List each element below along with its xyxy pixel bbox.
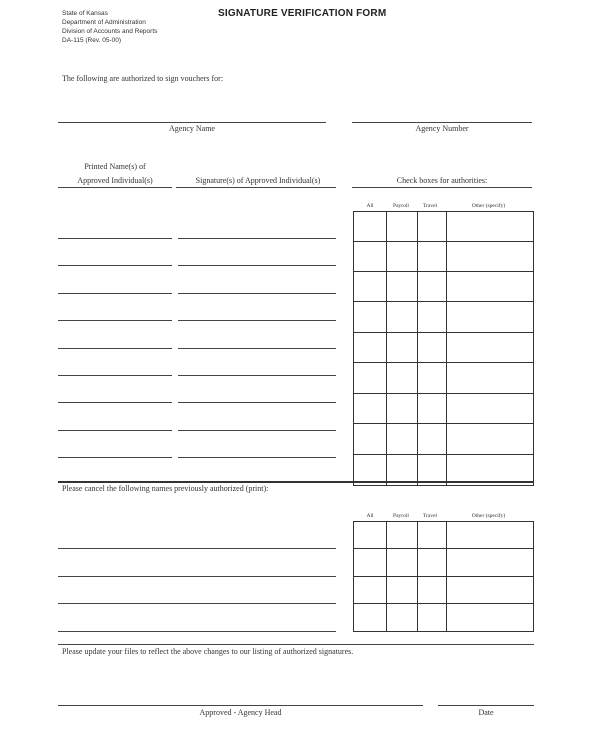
signature-line[interactable] [178,320,336,321]
auth-header-payroll: Payroll [393,203,409,209]
checkbox-other[interactable] [447,577,534,604]
printed-name-line[interactable] [58,293,172,294]
checkbox-travel[interactable] [418,241,447,271]
auth-header-other: Other (specify) [471,513,506,519]
checkbox-travel[interactable] [418,522,447,549]
date-label: Date [478,708,494,717]
checkbox-all[interactable] [354,549,387,577]
checkbox-payroll[interactable] [387,301,418,332]
printed-name-line[interactable] [58,320,172,321]
checkbox-all[interactable] [354,393,387,423]
header-division: Division of Accounts and Reports [62,28,158,35]
auth-header-all: All [366,513,374,519]
checkbox-travel[interactable] [418,393,447,423]
checkbox-travel[interactable] [418,301,447,332]
checkbox-travel[interactable] [418,362,447,393]
authority-checkbox-grid [353,211,534,486]
checkbox-other[interactable] [447,362,534,393]
form-title: SIGNATURE VERIFICATION FORM [218,8,387,19]
printed-name-line[interactable] [58,430,172,431]
agency-number-line[interactable] [352,122,532,123]
checkbox-travel[interactable] [418,604,447,632]
checkbox-all[interactable] [354,301,387,332]
checkbox-payroll[interactable] [387,393,418,423]
signature-line[interactable] [178,348,336,349]
signature-line[interactable] [178,430,336,431]
checkbox-payroll[interactable] [387,212,418,242]
checkbox-all[interactable] [354,332,387,362]
checkbox-all[interactable] [354,241,387,271]
auth-header-travel: Travel [422,513,438,519]
checkbox-other[interactable] [447,549,534,577]
update-divider [58,644,534,645]
auth-header-payroll: Payroll [393,513,409,519]
signature-line[interactable] [178,238,336,239]
printed-name-line[interactable] [58,348,172,349]
checkbox-all[interactable] [354,212,387,242]
printed-name-line[interactable] [58,402,172,403]
approved-signature-line[interactable] [58,705,423,706]
checkbox-travel[interactable] [418,423,447,454]
header-form-number: DA-115 (Rev. 05-00) [62,37,122,44]
checkbox-other[interactable] [447,522,534,549]
checkbox-all[interactable] [354,522,387,549]
checkbox-other[interactable] [447,423,534,454]
checkbox-payroll[interactable] [387,549,418,577]
printed-name-line[interactable] [58,375,172,376]
checkbox-travel[interactable] [418,212,447,242]
heading-underline-checkboxes [352,187,532,188]
checkbox-payroll[interactable] [387,577,418,604]
checkbox-payroll[interactable] [387,423,418,454]
checkbox-all[interactable] [354,604,387,632]
checkbox-other[interactable] [447,393,534,423]
checkbox-payroll[interactable] [387,604,418,632]
checkbox-travel[interactable] [418,577,447,604]
cancel-name-line[interactable] [58,603,336,604]
form-header-info [62,9,157,45]
agency-name-line[interactable] [58,122,326,123]
signature-line[interactable] [178,265,336,266]
printed-name-line[interactable] [58,265,172,266]
checkbox-other[interactable] [447,301,534,332]
heading-underline-printed [58,187,172,188]
cancel-name-line[interactable] [58,548,336,549]
cancel-name-line[interactable] [58,576,336,577]
section-divider [58,481,534,483]
heading-underline-signature [176,187,336,188]
printed-name-heading-1: Printed Name(s) of [84,162,146,171]
intro-text: The following are authorized to sign vouchers for: [62,74,224,83]
signature-line[interactable] [178,375,336,376]
checkbox-travel[interactable] [418,549,447,577]
signature-heading: Signature(s) of Approved Individual(s) [195,176,321,185]
printed-name-line[interactable] [58,238,172,239]
checkbox-travel[interactable] [418,271,447,301]
cancel-name-line[interactable] [58,631,336,632]
checkbox-all[interactable] [354,271,387,301]
checkbox-payroll[interactable] [387,271,418,301]
checkbox-travel[interactable] [418,332,447,362]
agency-name-label: Agency Name [169,124,215,133]
printed-name-heading-2: Approved Individual(s) [77,176,153,185]
checkbox-all[interactable] [354,577,387,604]
checkbox-other[interactable] [447,604,534,632]
checkbox-heading: Check boxes for authorities: [396,176,488,185]
header-department: Department of Administration [62,19,146,26]
checkbox-payroll[interactable] [387,241,418,271]
checkbox-other[interactable] [447,271,534,301]
auth-header-all: All [366,203,374,209]
cancel-checkbox-grid [353,521,534,632]
printed-name-line[interactable] [58,457,172,458]
checkbox-all[interactable] [354,362,387,393]
signature-line[interactable] [178,402,336,403]
update-text: Please update your files to reflect the above changes to our listing of authorized signatures. [62,647,354,656]
checkbox-other[interactable] [447,332,534,362]
agency-number-label: Agency Number [415,124,469,133]
date-line[interactable] [438,705,534,706]
auth-header-travel: Travel [422,203,438,209]
cancel-text: Please cancel the following names previously authorized (print): [62,484,269,493]
header-state: State of Kansas [62,10,108,17]
checkbox-payroll[interactable] [387,332,418,362]
signature-line[interactable] [178,293,336,294]
auth-header-other: Other (specify) [471,203,506,209]
checkbox-other[interactable] [447,212,534,242]
checkbox-all[interactable] [354,423,387,454]
checkbox-payroll[interactable] [387,362,418,393]
approved-label: Approved - Agency Head [199,708,282,717]
checkbox-other[interactable] [447,241,534,271]
signature-line[interactable] [178,457,336,458]
checkbox-payroll[interactable] [387,522,418,549]
